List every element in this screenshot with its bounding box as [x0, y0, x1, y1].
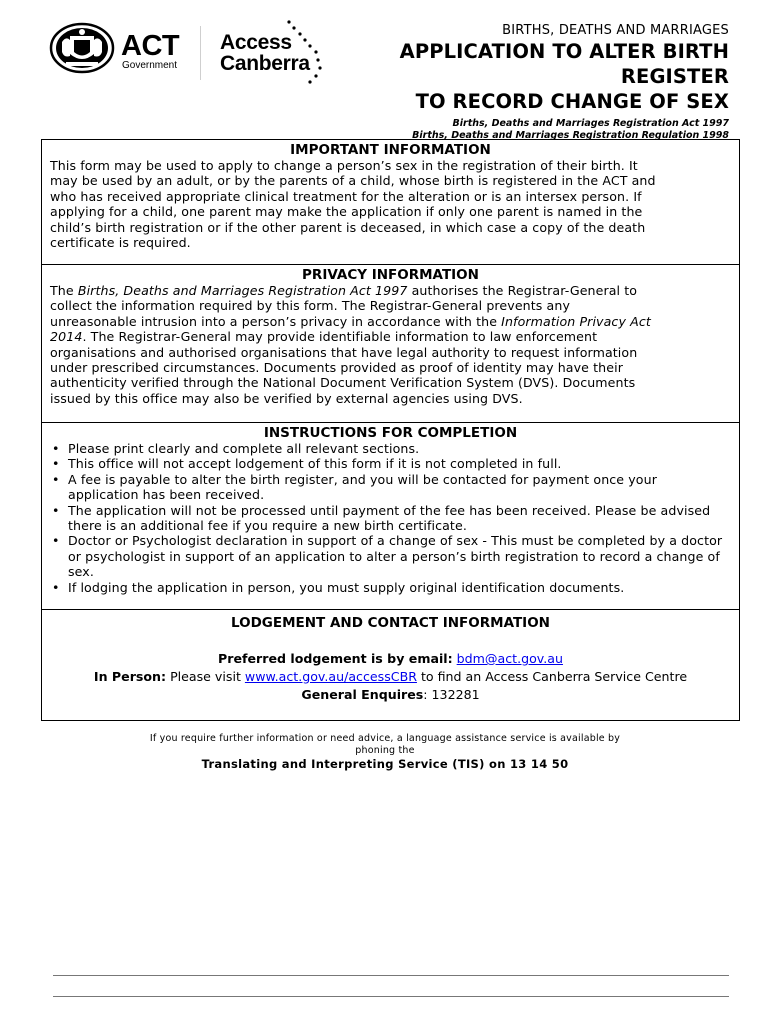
- access-canberra-logo-line1: Access: [220, 31, 292, 54]
- enquiries-number: : 132281: [423, 687, 480, 702]
- privacy-information-text: [50, 283, 731, 406]
- lodgement-heading: LODGEMENT AND CONTACT INFORMATION: [231, 615, 550, 631]
- email-link[interactable]: bdm@act.gov.au: [456, 651, 563, 666]
- language-assistance-note: [100, 733, 670, 757]
- information-box: [41, 139, 740, 721]
- text-fragment: to find an Access Canberra Service Centre: [416, 669, 688, 684]
- important-information-panel: [42, 140, 739, 250]
- legislation-act: Births, Deaths and Marriages Registration Act 1997: [452, 118, 729, 129]
- text-line: under prescribed circumstances. Documents provided as proof of identity may have their: [50, 360, 623, 376]
- instructions-panel: [42, 423, 739, 595]
- in-person-line: [50, 668, 731, 686]
- text-line: This form may be used to apply to change a person’s sex in the registration of their birth. It: [50, 158, 638, 173]
- text-fragment: Please visit: [166, 669, 245, 684]
- legislation-regulation: Births, Deaths and Marriages Registration Regulation 1998: [412, 129, 729, 141]
- text-line: organisations and authorised organisations that have legal authority to request information: [50, 344, 638, 360]
- email-label: Preferred lodgement is by email:: [218, 651, 453, 666]
- list-item: • The application will not be processed until payment of the fee has been received. Please be advised there is an additional fee if you require a new birth certificate.: [68, 503, 731, 534]
- list-item: • Doctor or Psychologist declaration in support of a change of sex - This must be completed by a doctor or psychologist in support of an application to alter a person’s birth registration to record a change of sex.: [68, 533, 731, 579]
- form-title-line2: REGISTER: [620, 65, 729, 88]
- important-information-text: [50, 158, 731, 250]
- text-line: issued by this office may also be verified by external agencies using DVS.: [50, 390, 523, 406]
- instructions-list: [50, 441, 731, 595]
- act-citation: 2014: [50, 329, 83, 345]
- logo-divider: [200, 26, 201, 80]
- access-cbr-link[interactable]: www.act.gov.au/accessCBR: [244, 669, 417, 684]
- general-enquiries-line: [50, 686, 731, 704]
- footer-rule: [53, 996, 729, 997]
- in-person-label: In Person:: [93, 669, 167, 684]
- tis-contact: Translating and Interpreting Service (TIS) on 13 14 50: [201, 757, 569, 771]
- text-line: may be used by an adult, or by the parents of a child, whose birth is registered in the ACT and: [50, 173, 656, 189]
- act-citation: Births, Deaths and Marriages Registration Act 1997: [77, 283, 408, 298]
- important-information-heading: IMPORTANT INFORMATION: [290, 142, 491, 158]
- text-line: collect the information required by this form. The Registrar-General prevents any: [50, 298, 571, 314]
- text-fragment: . The Registrar-General may provide identifiable information to law enforcement: [82, 329, 598, 345]
- list-item: • If lodging the application in person, you must supply original identification documents.: [68, 580, 731, 595]
- text-line: applying for a child, one parent may make the application if only one parent is named in the: [50, 204, 643, 220]
- document-header: [0, 0, 770, 140]
- list-item: • This office will not accept lodgement of this form if it is not completed in full.: [68, 456, 731, 471]
- list-item: • A fee is payable to alter the birth register, and you will be contacted for payment once your application has been received.: [68, 472, 731, 503]
- act-citation: Information Privacy Act: [501, 313, 651, 329]
- header-title-block: [329, 23, 729, 141]
- list-item: • Please print clearly and complete all relevant sections.: [68, 441, 731, 456]
- access-canberra-logo-line2: Canberra: [220, 52, 310, 75]
- section-divider: [42, 609, 739, 610]
- act-coat-of-arms-icon: [48, 22, 116, 74]
- note-line: If you require further information or need advice, a language assistance service is available by: [149, 733, 621, 744]
- note-line: phoning the: [355, 745, 415, 756]
- section-title: BIRTHS, DEATHS AND MARRIAGES: [502, 23, 729, 38]
- text-line: who has received appropriate clinical treatment for the alteration or is an intersex person. If: [50, 188, 642, 204]
- text-line: child’s birth registration or if the other parent is deceased, in which case a copy of the death: [50, 219, 646, 235]
- legislation-references: [329, 118, 729, 141]
- act-logo-text: ACT: [121, 30, 180, 62]
- footer-rule: [53, 975, 729, 976]
- text-line: [50, 283, 731, 298]
- form-title-line1: APPLICATION TO ALTER BIRTH: [399, 40, 729, 63]
- text-fragment: authorises the Registrar-General to: [407, 283, 638, 298]
- form-title-line3: TO RECORD CHANGE OF SEX: [415, 90, 729, 113]
- act-logo-subtitle: Government: [122, 60, 178, 71]
- text-line: [50, 314, 731, 329]
- instructions-heading: INSTRUCTIONS FOR COMPLETION: [263, 425, 518, 441]
- text-fragment: unreasonable intrusion into a person’s privacy in accordance with the: [50, 313, 502, 329]
- privacy-information-panel: [42, 265, 739, 406]
- privacy-information-heading: PRIVACY INFORMATION: [302, 267, 479, 283]
- text-line: [50, 329, 731, 344]
- lodgement-panel: [42, 613, 739, 704]
- enquiries-label: General Enquires: [301, 687, 424, 702]
- text-line: authenticity verified through the National Document Verification System (DVS). Documents: [50, 375, 636, 391]
- text-fragment: The: [50, 283, 78, 298]
- email-lodgement-line: [50, 650, 731, 668]
- access-canberra-dots-icon: [280, 18, 332, 84]
- text-line: certificate is required.: [50, 235, 191, 251]
